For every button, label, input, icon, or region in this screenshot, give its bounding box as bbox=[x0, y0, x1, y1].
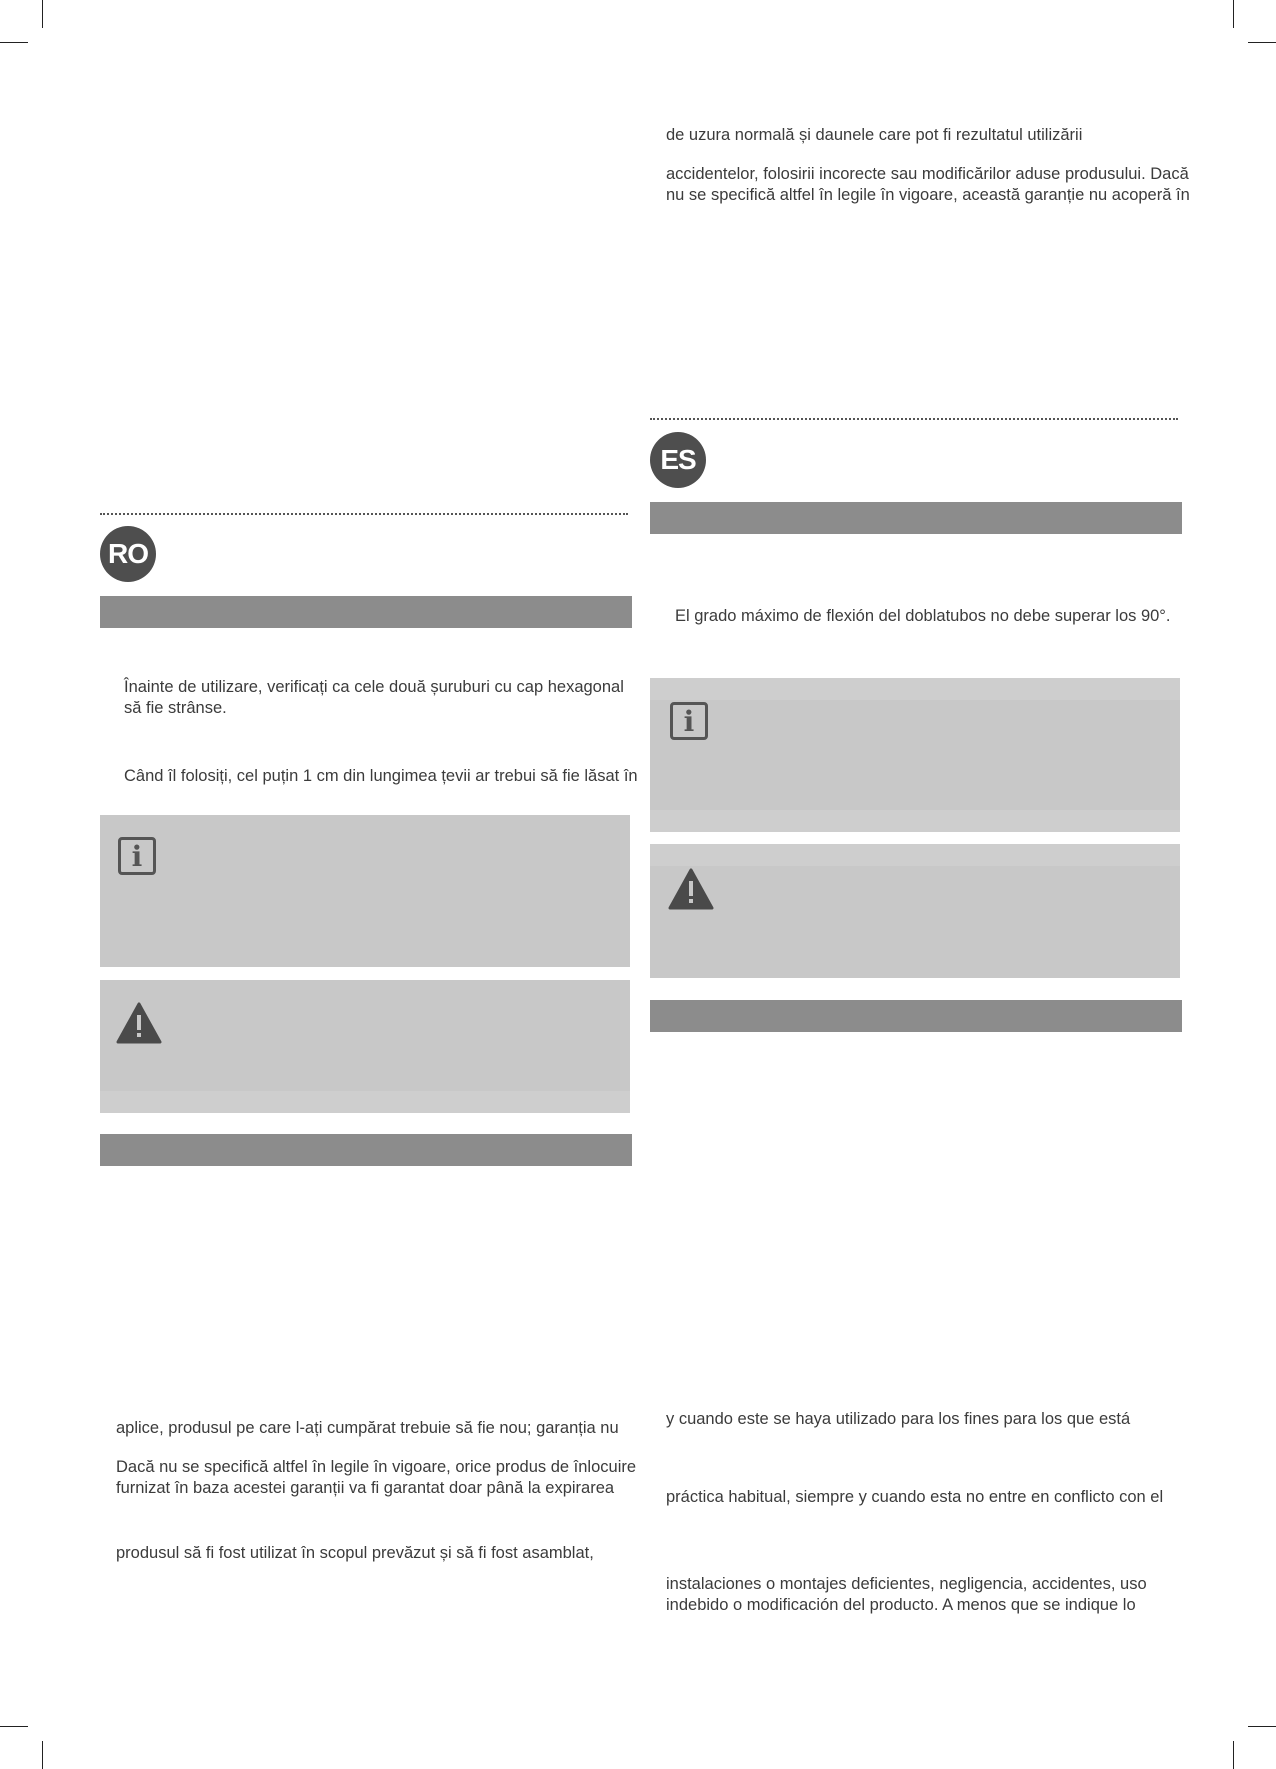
es-info-box bbox=[650, 678, 1180, 832]
ro-top-line-1: de uzura normală și daunele care pot fi rezultatul utilizării bbox=[666, 126, 1083, 144]
ro-warranty-bar bbox=[100, 1134, 632, 1166]
info-icon: i bbox=[118, 837, 156, 875]
es-paragraph-1: El grado máximo de flexión del doblatubos no debe superar los 90°. bbox=[675, 607, 1171, 625]
ro-warranty-line-3: furnizat în baza acestei garanții va fi garantat doar până la expirarea bbox=[116, 1479, 615, 1497]
ro-warranty-line-1: aplice, produsul pe care l-ați cumpărat trebuie să fie nou; garanția nu bbox=[116, 1419, 619, 1437]
crop-mark bbox=[0, 1726, 28, 1727]
ro-warning-box bbox=[100, 980, 630, 1113]
crop-mark bbox=[1233, 0, 1234, 28]
crop-mark bbox=[1248, 42, 1276, 43]
es-language-badge: ES bbox=[650, 432, 706, 488]
es-warranty-bar bbox=[650, 1000, 1182, 1032]
ro-paragraph-2-line-1: Când îl folosiți, cel puțin 1 cm din lungimea țevii ar trebui să fie lăsat în bbox=[124, 767, 638, 785]
es-warranty-line-2: práctica habitual, siempre y cuando esta no entre en conflicto con el bbox=[666, 1488, 1164, 1506]
es-warranty-line-1: y cuando este se haya utilizado para los fines para los que está bbox=[666, 1410, 1131, 1428]
es-warning-box bbox=[650, 844, 1180, 978]
crop-mark bbox=[0, 42, 28, 43]
ro-section-bar bbox=[100, 596, 632, 628]
section-divider bbox=[650, 418, 1178, 420]
crop-mark bbox=[42, 0, 43, 28]
warning-icon bbox=[116, 1002, 162, 1044]
ro-top-line-2: accidentelor, folosirii incorecte sau modificărilor aduse produsului. Dacă bbox=[666, 165, 1189, 183]
ro-warranty-line-2: Dacă nu se specifică altfel în legile în vigoare, orice produs de înlocuire bbox=[116, 1458, 637, 1476]
ro-paragraph-1-line-2: să fie strânse. bbox=[124, 699, 227, 717]
info-icon: i bbox=[670, 702, 708, 740]
es-warranty-line-4: indebido o modificación del producto. A menos que se indique lo bbox=[666, 1596, 1136, 1614]
crop-mark bbox=[42, 1741, 43, 1769]
warning-icon bbox=[668, 868, 714, 910]
section-divider bbox=[100, 513, 628, 515]
es-section-bar bbox=[650, 502, 1182, 534]
crop-mark bbox=[1248, 1726, 1276, 1727]
crop-mark bbox=[1233, 1741, 1234, 1769]
ro-paragraph-1-line-1: Înainte de utilizare, verificați ca cele două șuruburi cu cap hexagonal bbox=[124, 678, 624, 696]
ro-top-line-3: nu se specifică altfel în legile în vigoare, această garanție nu acoperă în bbox=[666, 186, 1190, 204]
ro-warranty-line-4: produsul să fi fost utilizat în scopul prevăzut și să fi fost asamblat, bbox=[116, 1544, 594, 1562]
ro-language-badge: RO bbox=[100, 526, 156, 582]
ro-info-box bbox=[100, 815, 630, 967]
es-warranty-line-3: instalaciones o montajes deficientes, negligencia, accidentes, uso bbox=[666, 1575, 1147, 1593]
